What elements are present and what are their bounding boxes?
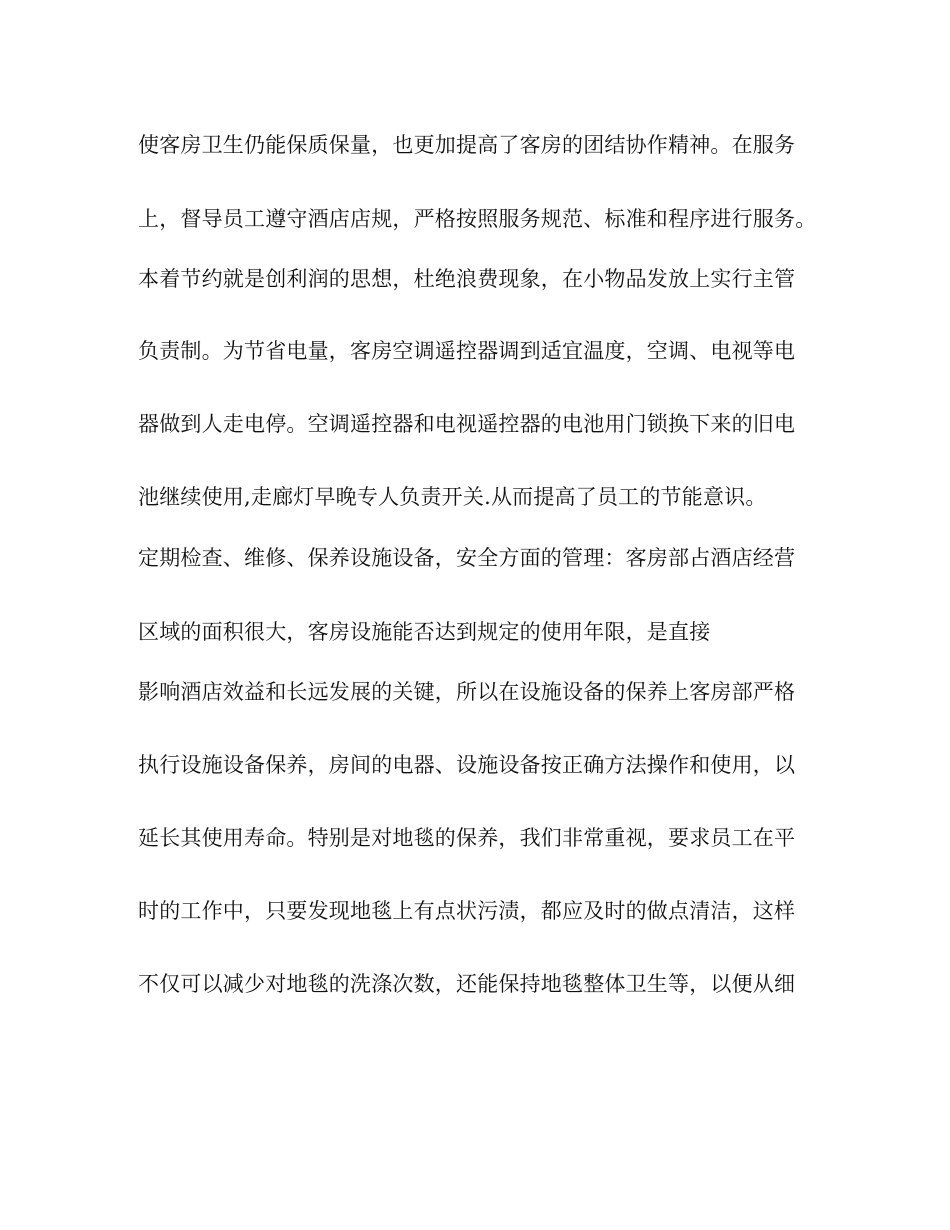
text-line: 区域的面积很大，客房设施能否达到规定的使用年限，是直接 (138, 620, 711, 644)
text-line: 上，督导员工遵守酒店店规，严格按照服务规范、标准和程序进行服务。 (138, 207, 817, 231)
text-line: 不仅可以减少对地毯的洗涤次数，还能保持地毯整体卫生等，以便从细 (138, 972, 796, 996)
text-line: 执行设施设备保养，房间的电器、设施设备按正确方法操作和使用，以 (138, 753, 796, 777)
text-line: 影响酒店效益和长远发展的关键，所以在设施设备的保养上客房部严格 (138, 680, 796, 704)
text-line: 本着节约就是创利润的思想，杜绝浪费现象，在小物品发放上实行主管 (138, 267, 796, 291)
text-line: 使客房卫生仍能保质保量，也更加提高了客房的团结协作精神。在服务 (138, 133, 796, 157)
text-line: 延长其使用寿命。特别是对地毯的保养，我们非常重视，要求员工在平 (138, 826, 796, 850)
text-line: 定期检查、维修、保养设施设备，安全方面的管理：客房部占酒店经营 (138, 546, 796, 570)
text-line: 池继续使用,走廊灯早晚专人负责开关.从而提高了员工的节能意识。 (138, 485, 767, 509)
text-line: 负责制。为节省电量，客房空调遥控器调到适宜温度，空调、电视等电 (138, 339, 796, 363)
text-line: 器做到人走电停。空调遥控器和电视遥控器的电池用门锁换下来的旧电 (138, 412, 796, 436)
text-line: 时的工作中，只要发现地毯上有点状污渍，都应及时的做点清洁，这样 (138, 899, 796, 923)
